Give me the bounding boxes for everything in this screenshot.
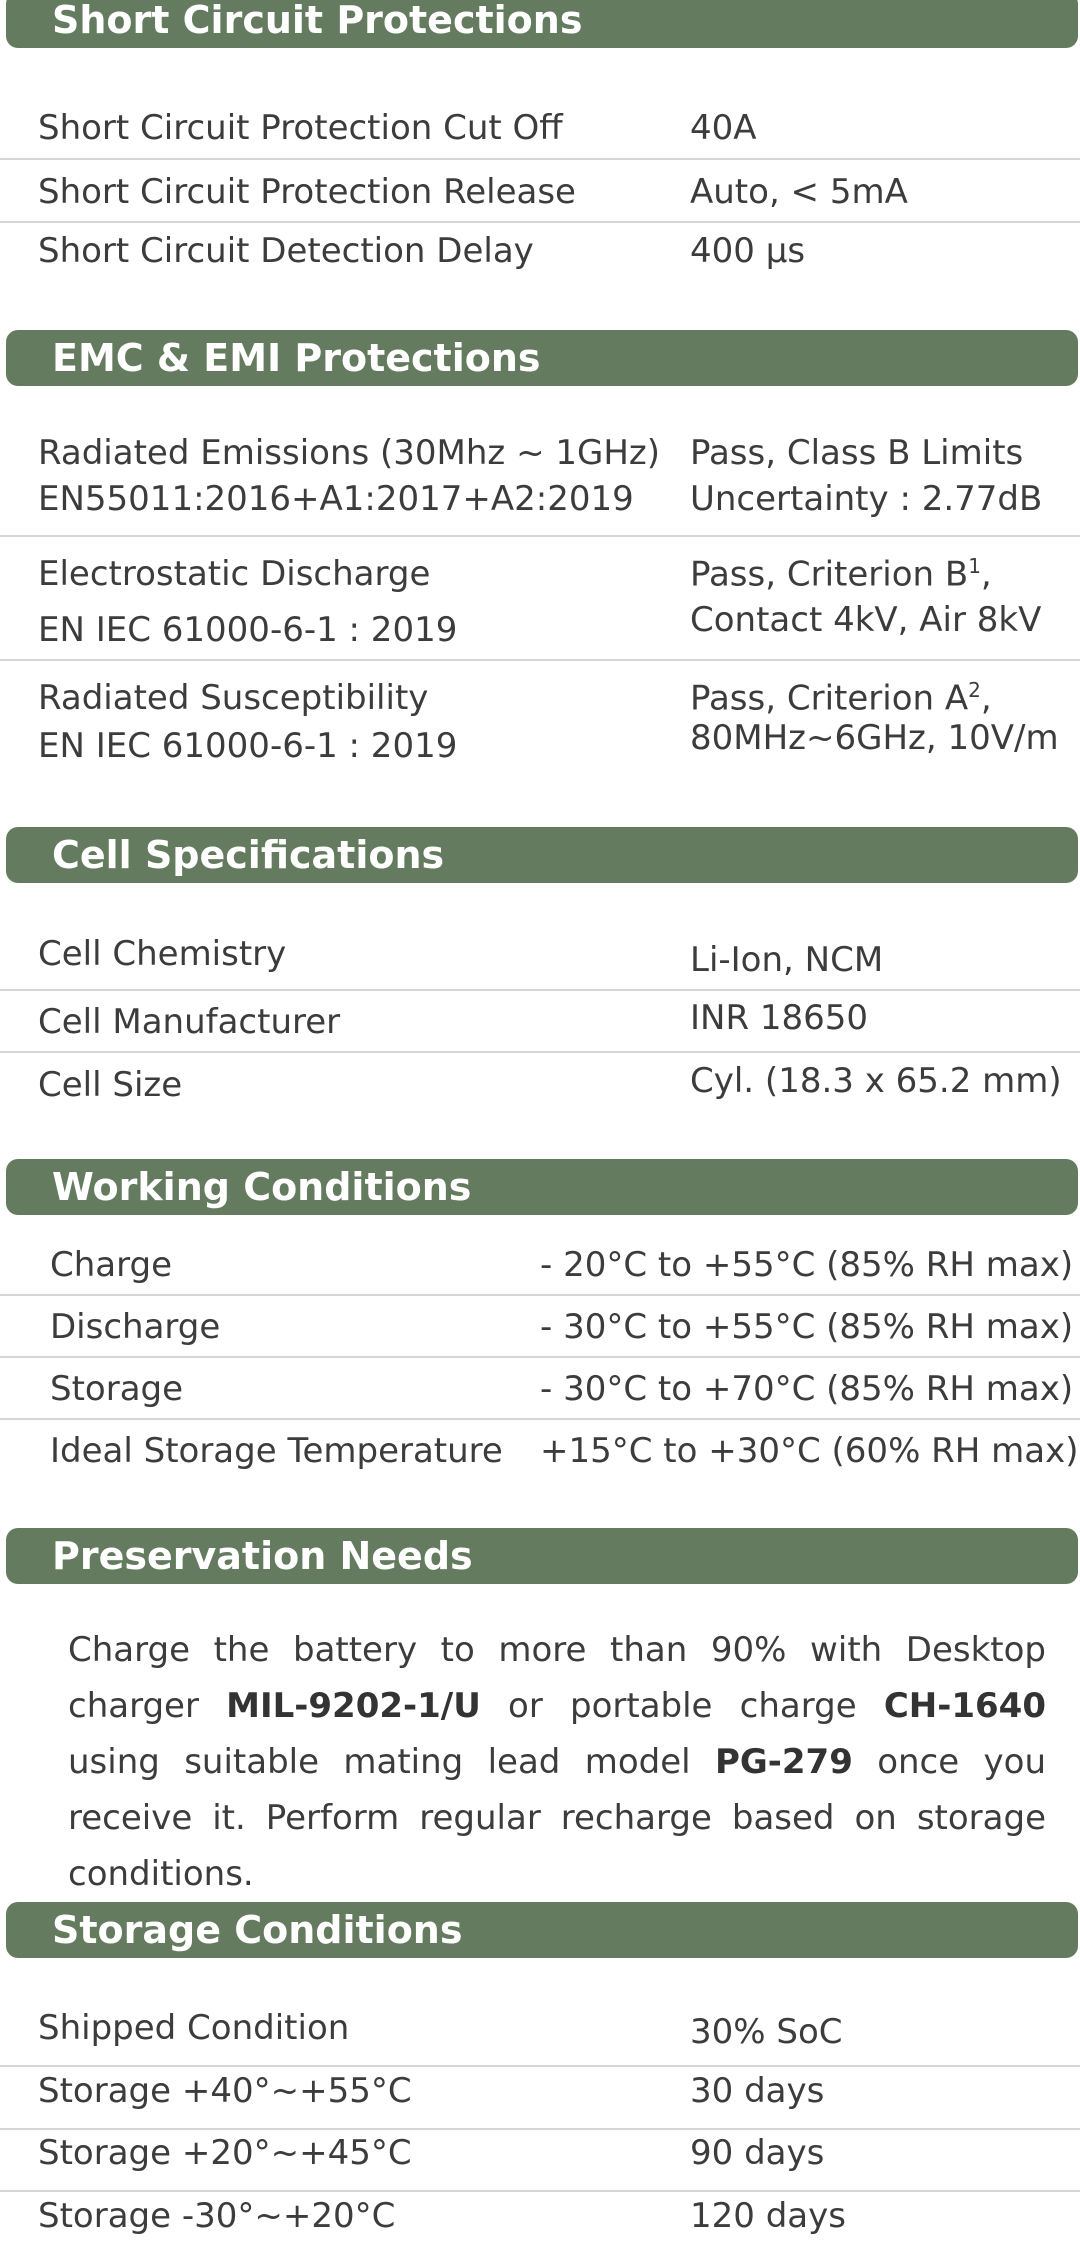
row-label-line: Radiated Susceptibility: [38, 678, 429, 718]
row-label: Discharge: [50, 1307, 221, 1347]
paragraph-text: or portable charge: [480, 1686, 884, 1726]
divider: [0, 2190, 1080, 2192]
row-value: Cyl. (18.3 x 65.2 mm): [690, 1061, 1062, 1101]
section-header-storage: Storage Conditions: [6, 1902, 1078, 1958]
row-value-line: Pass, Class B Limits: [690, 433, 1024, 473]
section-header-emc: EMC & EMI Protections: [6, 330, 1078, 386]
divider: [0, 2065, 1080, 2067]
row-value: [690, 433, 1042, 519]
row-label: Cell Chemistry: [38, 934, 287, 974]
criterion-text: Pass, Criterion A: [690, 678, 969, 719]
row-value: Li-Ion, NCM: [690, 940, 884, 980]
row-label-line: EN55011:2016+A1:2017+A2:2019: [38, 479, 634, 519]
row-value: 40A: [690, 108, 757, 148]
row-label: Shipped Condition: [38, 2008, 350, 2048]
divider: [0, 158, 1080, 160]
row-label: Storage -30°~+20°C: [38, 2196, 396, 2236]
row-label-line: Electrostatic Discharge: [38, 554, 431, 594]
row-value: 90 days: [690, 2133, 825, 2173]
row-label: Storage +40°~+55°C: [38, 2071, 412, 2111]
row-value-line: Uncertainty : 2.77dB: [690, 479, 1043, 519]
divider: [0, 2128, 1080, 2130]
row-value: - 30°C to +70°C (85% RH max): [540, 1369, 1074, 1409]
footnote-marker: 1: [968, 554, 981, 578]
row-label: Charge: [50, 1245, 173, 1285]
row-label: [38, 433, 660, 519]
row-value: - 20°C to +55°C (85% RH max): [540, 1245, 1074, 1285]
row-label: Storage: [50, 1369, 184, 1409]
row-label: Cell Manufacturer: [38, 1002, 341, 1042]
row-label-line: Radiated Emissions (30Mhz ~ 1GHz): [38, 433, 661, 473]
paragraph-text: once you receive it. Perform regular recharge based on storage conditions.: [68, 1742, 1046, 1894]
divider: [0, 1051, 1080, 1053]
charger-model: MIL-9202-1/U: [226, 1686, 481, 1726]
row-value: 30 days: [690, 2071, 825, 2111]
portable-charger-model: CH-1640: [883, 1686, 1046, 1726]
row-value-line: [690, 554, 1041, 594]
row-label: Storage +20°~+45°C: [38, 2133, 412, 2173]
section-header-cell: Cell Specifications: [6, 827, 1078, 883]
row-value-line: [690, 678, 1059, 718]
row-value: 120 days: [690, 2196, 846, 2236]
lead-model: PG-279: [714, 1742, 853, 1782]
row-value: INR 18650: [690, 998, 869, 1038]
divider: [0, 1418, 1080, 1420]
divider: [0, 989, 1080, 991]
row-value: +15°C to +30°C (60% RH max): [540, 1431, 1079, 1471]
row-label: Short Circuit Protection Cut Off: [38, 108, 563, 148]
row-label: Ideal Storage Temperature: [50, 1431, 503, 1471]
row-value: 400 µs: [690, 231, 806, 271]
row-value: [690, 678, 1059, 758]
row-label: [38, 554, 457, 650]
divider: [0, 1294, 1080, 1296]
divider: [0, 659, 1080, 661]
row-label: Cell Size: [38, 1065, 183, 1105]
value-comma: ,: [980, 554, 992, 595]
row-value: - 30°C to +55°C (85% RH max): [540, 1307, 1074, 1347]
row-value: [690, 554, 1041, 640]
divider: [0, 535, 1080, 537]
preservation-paragraph: [68, 1622, 1046, 1902]
criterion-text: Pass, Criterion B: [690, 554, 969, 595]
row-value-line: 80MHz~6GHz, 10V/m: [690, 718, 1059, 759]
section-header-short-circuit: Short Circuit Protections: [6, 0, 1078, 48]
paragraph-text: using suitable mating lead model: [68, 1742, 715, 1782]
row-label-line: EN IEC 61000-6-1 : 2019: [38, 726, 458, 766]
footnote-marker: 2: [968, 678, 981, 702]
row-label: Short Circuit Detection Delay: [38, 231, 534, 271]
section-header-working: Working Conditions: [6, 1159, 1078, 1215]
row-label: [38, 678, 457, 766]
paragraph-text: Charge the battery to more than 90% with Desktop charger: [68, 1630, 1046, 1726]
row-value: Auto, < 5mA: [690, 172, 908, 212]
divider: [0, 1356, 1080, 1358]
divider: [0, 221, 1080, 223]
row-label-line: EN IEC 61000-6-1 : 2019: [38, 610, 458, 650]
row-label: Short Circuit Protection Release: [38, 172, 576, 212]
value-comma: ,: [980, 678, 992, 719]
row-value: 30% SoC: [690, 2012, 843, 2052]
section-header-preservation: Preservation Needs: [6, 1528, 1078, 1584]
row-value-line: Contact 4kV, Air 8kV: [690, 600, 1042, 641]
